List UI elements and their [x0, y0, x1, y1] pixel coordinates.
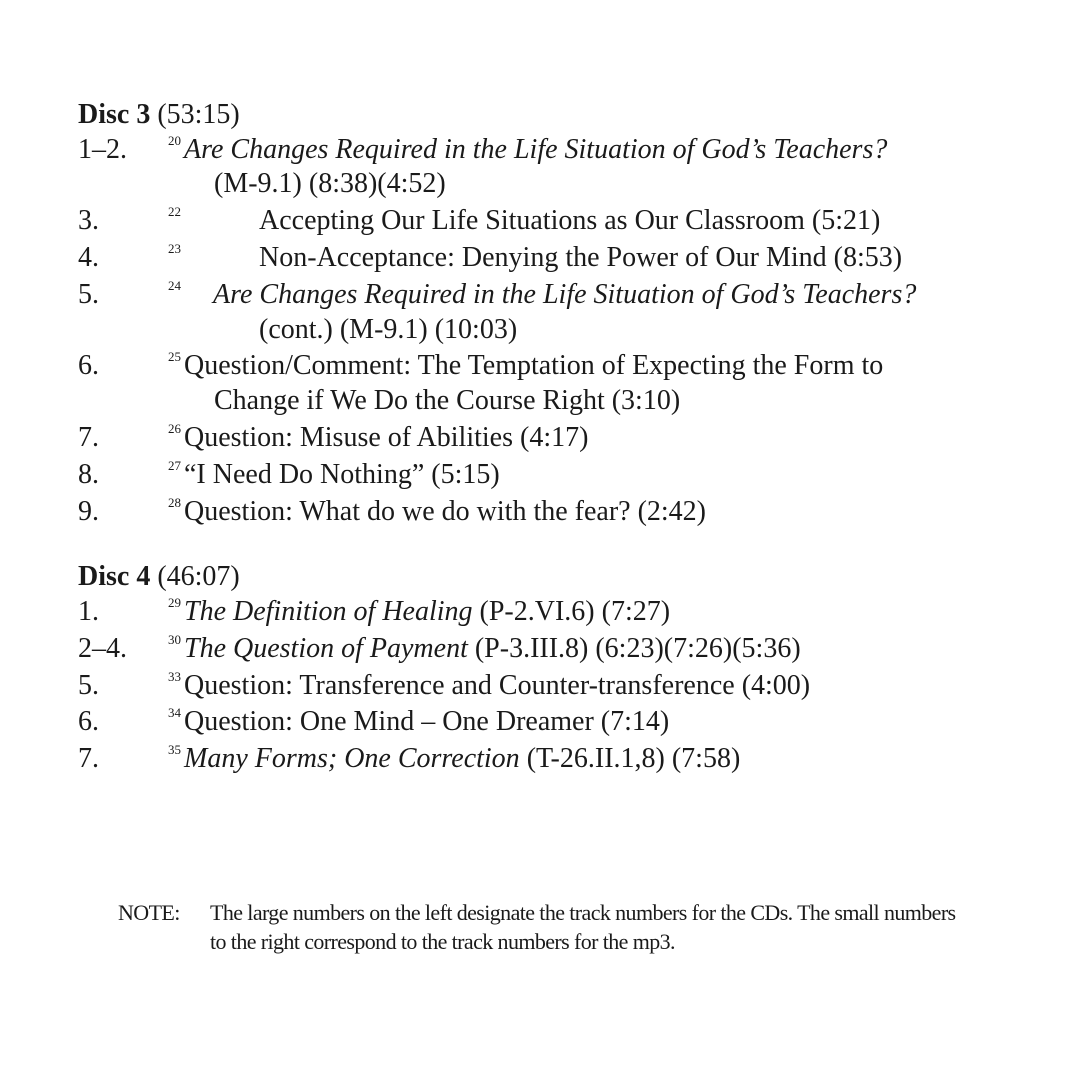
cd-track-number: 8. [78, 459, 99, 490]
cd-track-number: 6. [78, 706, 99, 737]
note-label: NOTE: [118, 900, 180, 925]
mp3-track-number: 22 [168, 204, 181, 219]
disc-label: Disc 4 [78, 561, 151, 592]
track-title: Accepting Our Life Situations as Our Classroom (5:21) [259, 205, 881, 236]
cd-track-number: 5. [78, 670, 99, 701]
disc-duration: (53:15) [157, 99, 240, 130]
mp3-track-number: 35 [168, 742, 181, 757]
track-title: “I Need Do Nothing” (5:15) [184, 459, 500, 490]
track-title: Question: What do we do with the fear? (2:42) [184, 496, 707, 527]
mp3-track-number: 28 [168, 495, 181, 510]
track-title-plain: (P-2.VI.6) (7:27) [479, 596, 671, 627]
track-title [184, 631, 801, 667]
track-title-plain: (T-26.II.1,8) (7:58) [526, 743, 741, 774]
track-title [184, 132, 887, 168]
track-title-continuation: (M-9.1) (8:38)(4:52) [214, 168, 446, 199]
track-title-italic: Many Forms; One Correction [184, 743, 520, 774]
cd-track-number: 7. [78, 422, 99, 453]
track-title-plain: (P-3.III.8) (6:23)(7:26)(5:36) [474, 633, 801, 664]
cd-track-number: 9. [78, 496, 99, 527]
cd-track-number: 4. [78, 242, 99, 273]
track-title [184, 594, 670, 630]
track-title [213, 277, 916, 313]
disc-3-heading [78, 99, 240, 131]
disc-4-heading [78, 561, 240, 593]
mp3-track-number: 25 [168, 349, 181, 364]
track-title-continuation: (cont.) (M-9.1) (10:03) [259, 314, 518, 345]
cd-track-number: 2–4. [78, 633, 127, 664]
cd-track-number: 1. [78, 596, 99, 627]
track-title: Question: Misuse of Abilities (4:17) [184, 422, 589, 453]
note-text: The large numbers on the left designate the track numbers for the CDs. The small numbers to the right correspond to the track numbers for the mp3. [210, 900, 956, 954]
track-title: Question/Comment: The Temptation of Expecting the Form to [184, 350, 884, 381]
track-title: Question: One Mind – One Dreamer (7:14) [184, 706, 670, 737]
mp3-track-number: 27 [168, 458, 181, 473]
mp3-track-number: 34 [168, 705, 181, 720]
mp3-track-number: 29 [168, 595, 181, 610]
cd-track-number: 1–2. [78, 134, 127, 165]
mp3-track-number: 23 [168, 241, 181, 256]
track-title-italic: The Question of Payment [184, 633, 468, 664]
track-title [184, 741, 740, 777]
mp3-track-number: 24 [168, 278, 181, 293]
track-title: Question: Transference and Counter-transference (4:00) [184, 670, 811, 701]
cd-track-number: 3. [78, 205, 99, 236]
mp3-track-number: 30 [168, 632, 181, 647]
cd-track-number: 7. [78, 743, 99, 774]
mp3-track-number: 26 [168, 421, 181, 436]
track-title-italic: The Definition of Healing [184, 596, 473, 627]
cd-track-number: 6. [78, 350, 99, 381]
track-title-italic: Are Changes Required in the Life Situation of God’s Teachers? [184, 134, 888, 165]
cd-track-number: 5. [78, 279, 99, 310]
disc-duration: (46:07) [157, 561, 240, 592]
mp3-track-number: 33 [168, 669, 181, 684]
track-title-italic: Are Changes Required in the Life Situation of God’s Teachers? [213, 279, 917, 310]
track-title: Non-Acceptance: Denying the Power of Our Mind (8:53) [259, 242, 903, 273]
mp3-track-number: 20 [168, 133, 181, 148]
disc-label: Disc 3 [78, 99, 151, 130]
track-title-continuation: Change if We Do the Course Right (3:10) [214, 385, 681, 416]
